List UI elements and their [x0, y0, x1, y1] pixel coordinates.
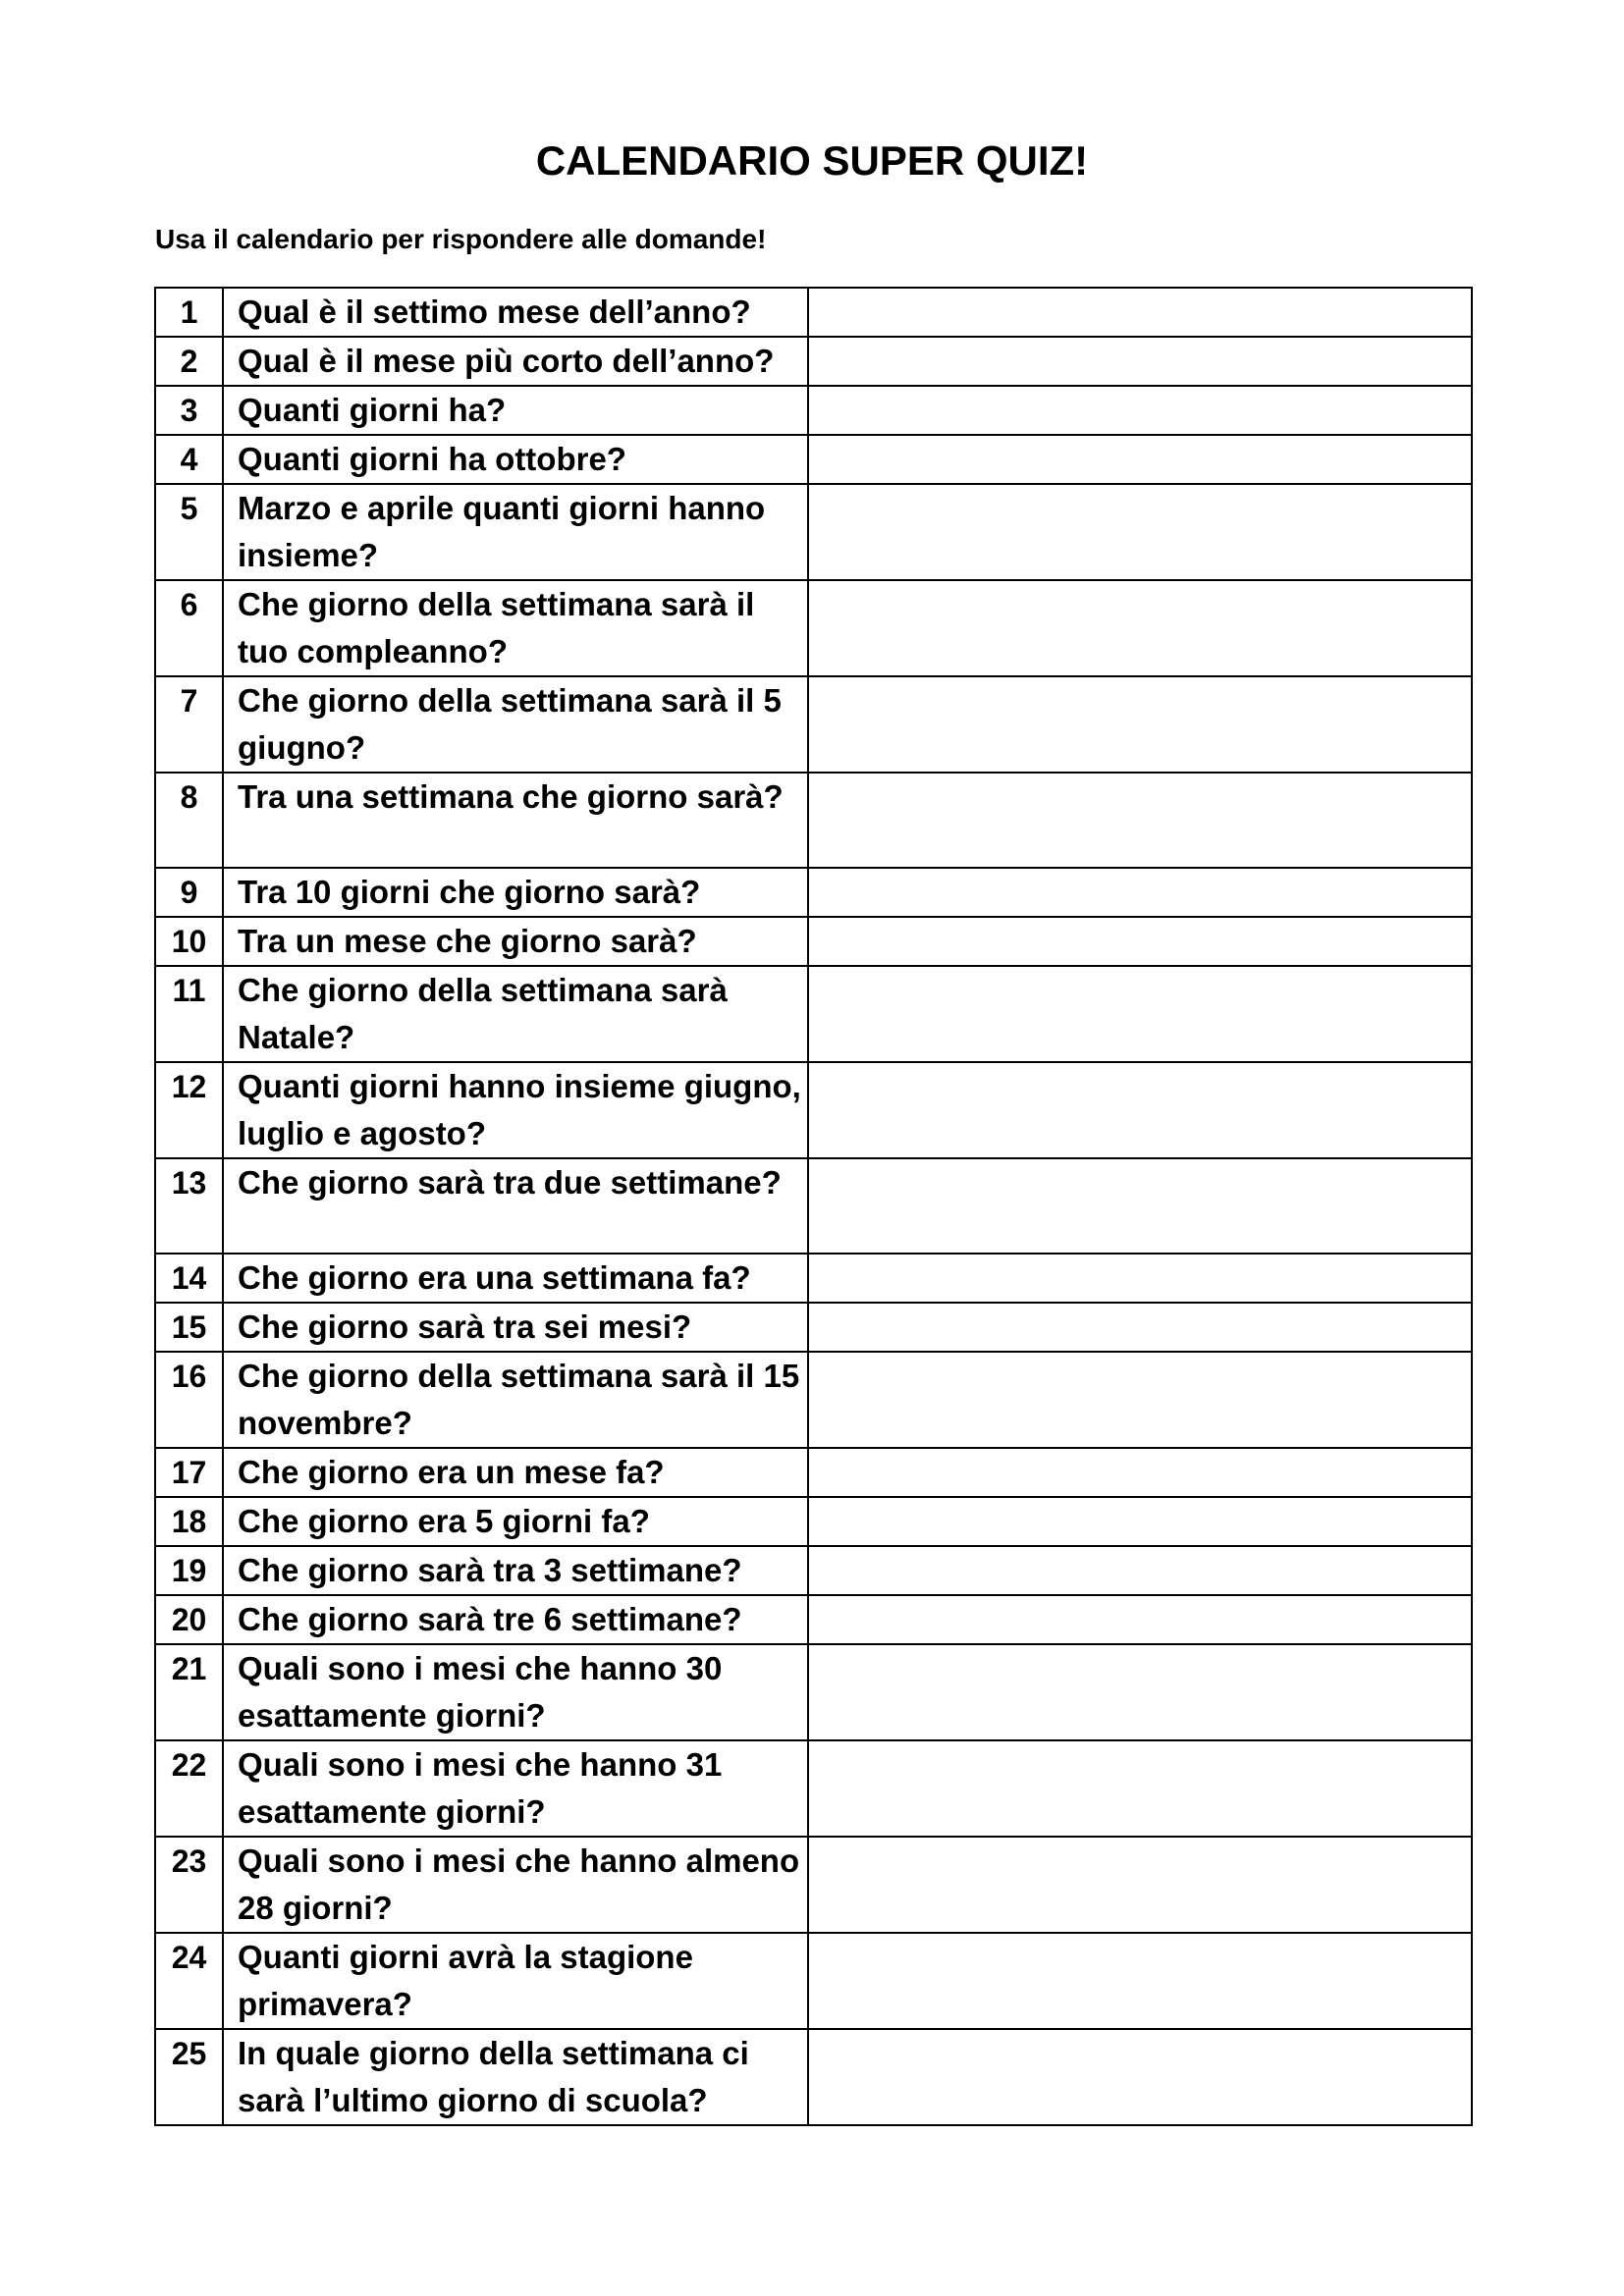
answer-cell[interactable] [808, 1497, 1472, 1546]
question-number: 22 [155, 1740, 223, 1837]
question-text: Quanti giorni avrà la stagione primavera? [223, 1933, 808, 2029]
answer-cell[interactable] [808, 1546, 1472, 1595]
instructions-text: Usa il calendario per rispondere alle domande! [155, 224, 767, 254]
question-row [155, 1546, 1472, 1595]
question-text: Tra una settimana che giorno sarà? [223, 773, 808, 868]
answer-cell[interactable] [808, 917, 1472, 966]
question-text: Quali sono i mesi che hanno 31 esattamente giorni? [223, 1740, 808, 1837]
question-row [155, 288, 1472, 337]
question-number: 9 [155, 868, 223, 917]
answer-cell[interactable] [808, 966, 1472, 1062]
quiz-table-body [155, 288, 1472, 2125]
question-row [155, 1740, 1472, 1837]
question-text: Che giorno era 5 giorni fa? [223, 1497, 808, 1546]
question-text: Tra un mese che giorno sarà? [223, 917, 808, 966]
question-text: Che giorno della settimana sarà Natale? [223, 966, 808, 1062]
question-number: 15 [155, 1303, 223, 1352]
question-row [155, 773, 1472, 868]
question-number: 21 [155, 1644, 223, 1740]
question-number: 2 [155, 337, 223, 386]
answer-cell[interactable] [808, 1158, 1472, 1254]
question-number: 17 [155, 1448, 223, 1497]
question-text: Quali sono i mesi che hanno 30 esattamente giorni? [223, 1644, 808, 1740]
answer-cell[interactable] [808, 435, 1472, 484]
answer-cell[interactable] [808, 676, 1472, 773]
answer-cell[interactable] [808, 2029, 1472, 2125]
question-number: 13 [155, 1158, 223, 1254]
question-row [155, 484, 1472, 580]
question-text: Tra 10 giorni che giorno sarà? [223, 868, 808, 917]
answer-cell[interactable] [808, 337, 1472, 386]
question-text: Qual è il mese più corto dell’anno? [223, 337, 808, 386]
question-row [155, 337, 1472, 386]
answer-cell[interactable] [808, 1254, 1472, 1303]
question-number: 7 [155, 676, 223, 773]
question-row [155, 580, 1472, 676]
answer-cell[interactable] [808, 1448, 1472, 1497]
question-number: 16 [155, 1352, 223, 1448]
question-number: 19 [155, 1546, 223, 1595]
answer-cell[interactable] [808, 1933, 1472, 2029]
answer-cell[interactable] [808, 773, 1472, 868]
question-number: 11 [155, 966, 223, 1062]
answer-cell[interactable] [808, 1352, 1472, 1448]
question-number: 6 [155, 580, 223, 676]
question-text: Che giorno della settimana sarà il 5 giugno? [223, 676, 808, 773]
question-number: 18 [155, 1497, 223, 1546]
question-row [155, 1497, 1472, 1546]
question-row [155, 1062, 1472, 1158]
answer-cell[interactable] [808, 1062, 1472, 1158]
answer-cell[interactable] [808, 1740, 1472, 1837]
question-row [155, 1837, 1472, 1933]
question-number: 25 [155, 2029, 223, 2125]
question-number: 14 [155, 1254, 223, 1303]
question-row [155, 2029, 1472, 2125]
question-text: Quali sono i mesi che hanno almeno 28 giorni? [223, 1837, 808, 1933]
question-text: Che giorno della settimana sarà il tuo compleanno? [223, 580, 808, 676]
question-row [155, 1448, 1472, 1497]
page-title: CALENDARIO SUPER QUIZ! [535, 137, 1089, 184]
question-text: Che giorno era un mese fa? [223, 1448, 808, 1497]
answer-cell[interactable] [808, 580, 1472, 676]
question-number: 20 [155, 1595, 223, 1644]
question-text: Che giorno sarà tra sei mesi? [223, 1303, 808, 1352]
question-row [155, 1595, 1472, 1644]
question-row [155, 386, 1472, 435]
question-number: 10 [155, 917, 223, 966]
question-row [155, 917, 1472, 966]
question-text: Qual è il settimo mese dell’anno? [223, 288, 808, 337]
question-row [155, 1933, 1472, 2029]
question-number: 8 [155, 773, 223, 868]
question-number: 1 [155, 288, 223, 337]
question-row [155, 676, 1472, 773]
question-row [155, 1303, 1472, 1352]
question-number: 5 [155, 484, 223, 580]
question-text: Che giorno sarà tre 6 settimane? [223, 1595, 808, 1644]
question-text: Marzo e aprile quanti giorni hanno insieme? [223, 484, 808, 580]
answer-cell[interactable] [808, 288, 1472, 337]
quiz-table [154, 287, 1473, 2126]
question-row [155, 435, 1472, 484]
answer-cell[interactable] [808, 1595, 1472, 1644]
question-row [155, 1254, 1472, 1303]
answer-cell[interactable] [808, 1837, 1472, 1933]
answer-cell[interactable] [808, 1303, 1472, 1352]
question-number: 23 [155, 1837, 223, 1933]
question-text: Che giorno della settimana sarà il 15 novembre? [223, 1352, 808, 1448]
question-text: Che giorno sarà tra 3 settimane? [223, 1546, 808, 1595]
answer-cell[interactable] [808, 1644, 1472, 1740]
question-number: 3 [155, 386, 223, 435]
question-text: Quanti giorni ha ottobre? [223, 435, 808, 484]
question-text: Che giorno sarà tra due settimane? [223, 1158, 808, 1254]
question-number: 24 [155, 1933, 223, 2029]
question-text: Quanti giorni hanno insieme giugno, luglio e agosto? [223, 1062, 808, 1158]
answer-cell[interactable] [808, 484, 1472, 580]
question-number: 4 [155, 435, 223, 484]
answer-cell[interactable] [808, 868, 1472, 917]
question-text: Che giorno era una settimana fa? [223, 1254, 808, 1303]
question-text: In quale giorno della settimana ci sarà l’ultimo giorno di scuola? [223, 2029, 808, 2125]
question-row [155, 1352, 1472, 1448]
question-row [155, 1644, 1472, 1740]
question-number: 12 [155, 1062, 223, 1158]
question-row [155, 868, 1472, 917]
question-row [155, 1158, 1472, 1254]
question-row [155, 966, 1472, 1062]
question-text: Quanti giorni ha? [223, 386, 808, 435]
answer-cell[interactable] [808, 386, 1472, 435]
